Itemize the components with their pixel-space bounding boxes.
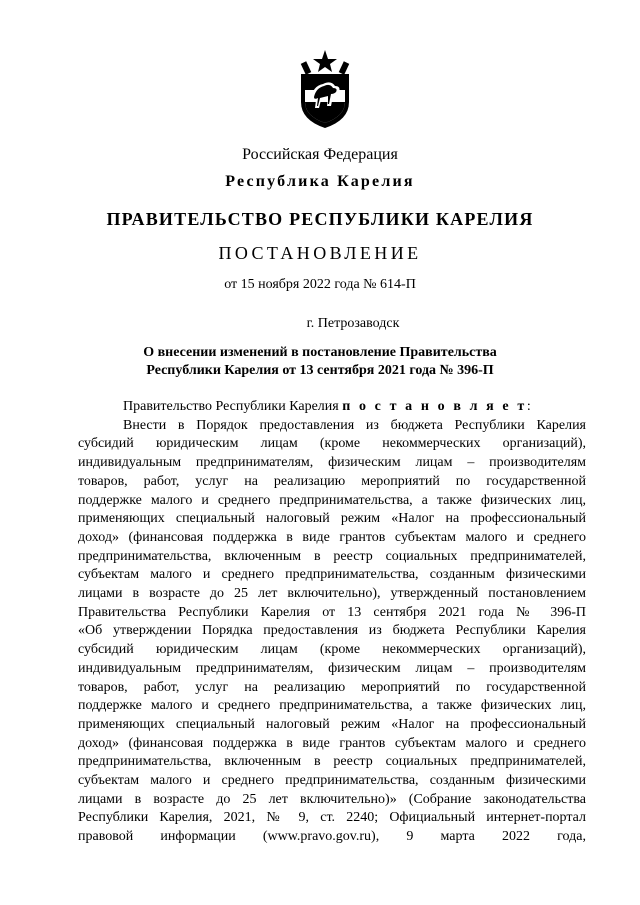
body-line: поддержке малого и среднего предпринимательства, а также физических лиц, (78, 698, 586, 714)
document-type: ПОСТАНОВЛЕНИЕ (218, 243, 422, 263)
subject-line-1: О внесении изменений в постановление Правительства (143, 345, 497, 360)
body-line: доход» (финансовая поддержка в виде грантов субъектам малого и среднего (78, 529, 586, 545)
body-line: индивидуальным предпринимателям, физическим лицам – производителям (78, 455, 586, 471)
body-line: предпринимательства, включенным в реестр социальных предпринимателей, (78, 754, 586, 770)
body-line: поддержке малого и среднего предпринимательства, а также физических лиц, (78, 492, 586, 508)
document-subject (0, 344, 640, 380)
karelia-coat-of-arms-icon (297, 50, 353, 128)
document-city: г. Петрозаводск (306, 316, 400, 331)
preamble-keyword: п о с т а н о в л я е т (342, 399, 527, 414)
body-line: товаров, работ, услуг на реализацию мероприятий по государственной (78, 679, 586, 695)
body-line: лицами в возрасте до 25 лет включительно)» (Собрание законодательства (78, 791, 586, 807)
body-line: субъектам малого и среднего предпринимательства, созданным физическими (78, 567, 586, 583)
preamble-colon: : (526, 399, 531, 414)
body-line: индивидуальным предпринимателям, физическим лицам – производителям (78, 660, 586, 676)
body-line: «Об утверждении Порядка предоставления из бюджета Республики Карелия (78, 623, 586, 639)
body-line: товаров, работ, услуг на реализацию мероприятий по государственной (78, 473, 586, 489)
body-paragraph (78, 417, 586, 847)
republic-name: Республика Карелия (225, 173, 415, 190)
government-title: ПРАВИТЕЛЬСТВО РЕСПУБЛИКИ КАРЕЛИЯ (106, 209, 534, 229)
body-line: предпринимательства, включенным в реестр социальных предпринимателей, (78, 548, 586, 564)
body-line: Республики Карелия, 2021, № 9, ст. 2240; Официальный интернет-портал (78, 810, 586, 826)
preamble-text: Правительство Республики Карелия (123, 399, 343, 414)
preamble (78, 398, 586, 417)
body-line: применяющих специальный налоговый режим «Налог на профессиональный (78, 511, 586, 527)
body-line: субсидий юридическим лицам (кроме некоммерческих организаций), (78, 436, 586, 452)
body-line: Внести в Порядок предоставления из бюджета Республики Карелия (123, 417, 586, 433)
document-date-number: от 15 ноября 2022 года № 614-П (224, 277, 416, 292)
document-body (78, 398, 586, 847)
body-line: доход» (финансовая поддержка в виде грантов субъектам малого и среднего (78, 735, 586, 751)
body-line: применяющих специальный налоговый режим «Налог на профессиональный (78, 716, 586, 732)
body-line: субсидий юридическим лицам (кроме некоммерческих организаций), (78, 642, 586, 658)
subject-line-2: Республики Карелия от 13 сентября 2021 года № 396-П (146, 363, 494, 378)
body-line: субъектам малого и среднего предпринимательства, созданным физическими (78, 773, 586, 789)
body-line: Правительства Республики Карелия от 13 сентября 2021 года № 396-П (78, 604, 586, 620)
body-line: лицами в возрасте до 25 лет включительно), утвержденный постановлением (78, 586, 586, 602)
country-name: Российская Федерация (242, 146, 398, 163)
body-line: правовой информации (www.pravo.gov.ru), 9 марта 2022 года, (78, 829, 586, 845)
